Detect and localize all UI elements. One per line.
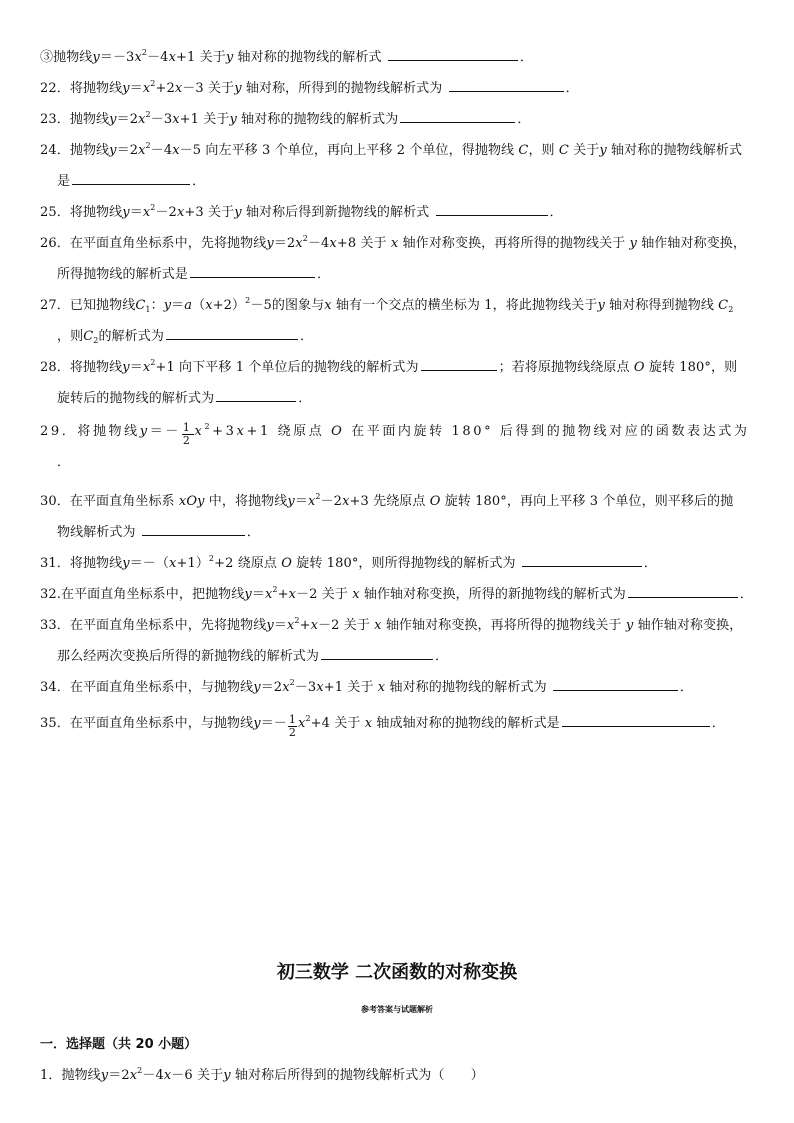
answer-blank[interactable] bbox=[166, 325, 298, 340]
question-30: 30．在平面直角坐标系 xOy 中，将抛物线$y=x^2-2x+3$ 先绕原点 O 旋转 180°，再向上平移 3 个单位，则平移后的抛 物线解析式为 ． bbox=[40, 492, 734, 540]
fraction-one-half: $\frac{1}{2}$ bbox=[182, 421, 193, 447]
question-34: 34．在平面直角坐标系中，与抛物线$y=2x^2-3x+1$ 关于 x 轴对称的抛物线的解析式为 ． bbox=[40, 678, 694, 695]
fraction-one-half: $\frac{1}{2}$ bbox=[288, 713, 297, 739]
answer-blank[interactable] bbox=[321, 645, 433, 660]
section-heading: 一．选择题（共 20 小题） bbox=[40, 1037, 198, 1052]
answers-title: 初三数学 二次函数的对称变换 bbox=[276, 962, 518, 983]
answer-blank[interactable] bbox=[436, 201, 548, 216]
question-28: 28．将抛物线$y=x^2+1$ 向下平移 1 个单位后的抛物线的解析式为 ；若将原抛物线绕原点 O 旋转 180°，则 旋转后的抛物线的解析式为 ． bbox=[40, 358, 738, 406]
answer-blank[interactable] bbox=[628, 583, 738, 598]
question-23: 23．抛物线$y=2x^2-3x+1$ 关于y 轴对称的抛物线的解析式为 ． bbox=[40, 110, 531, 127]
answers-subtitle: 参考答案与试题解析 bbox=[361, 1005, 433, 1014]
answer-blank[interactable] bbox=[142, 521, 245, 536]
question-31: 31．将抛物线$y=-(x+1)^2+2$ 绕原点 O 旋转 180°，则所得抛物线的解析式为 ． bbox=[40, 554, 657, 571]
answer-blank[interactable] bbox=[388, 46, 518, 61]
question-21-part-3: ③抛物线$y=-3x^2-4x+1$ 关于y 轴对称的抛物线的解析式 ． bbox=[40, 48, 533, 65]
answer-question-1: 1．抛物线$y=2x^2-4x-6$ 关于y 轴对称后所得到的抛物线解析式为（ ） bbox=[40, 1066, 484, 1083]
question-24: 24．抛物线$y=2x^2-4x-5$ 向左平移 3 个单位，再向上平移 2 个单位，得抛物线 C，则 C 关于y 轴对称的抛物线解析式 是 ． bbox=[40, 141, 743, 189]
question-32: 32.在平面直角坐标系中，把抛物线$y=x^2+x-2$ 关于 x 轴作轴对称变换，所得的新抛物线的解析式为 ． bbox=[40, 585, 753, 602]
answer-blank[interactable] bbox=[522, 552, 642, 567]
question-25: 25．将抛物线$y=x^2-2x+3$ 关于y 轴对称后得到新抛物线的解析式 ． bbox=[40, 203, 563, 220]
answer-blank[interactable] bbox=[562, 712, 710, 727]
answer-blank[interactable] bbox=[449, 77, 564, 92]
question-29: 29．将抛物线y＝－ $\frac{1}{2}$ $x^2+3x+1$ 绕原点 O 在平面内旋转 180° 后得到的抛物线对应的函数表达式为 ． bbox=[40, 421, 750, 470]
answer-blank[interactable] bbox=[421, 356, 497, 371]
answer-blank[interactable] bbox=[216, 387, 296, 402]
answer-blank[interactable] bbox=[72, 170, 190, 185]
question-33: 33．在平面直角坐标系中，先将抛物线$y=x^2+x-2$ 关于 x 轴作轴对称变换，再将所得的抛物线关于 y 轴作轴对称变换， 那么经两次变换后所得的新抛物线的解析式为 ． bbox=[40, 616, 743, 664]
answer-blank[interactable] bbox=[400, 108, 515, 123]
question-27: 27．已知抛物线$C_1$：$y=a(x+2)^2-5$的图象与x 轴有一个交点的横坐标为 1，将此抛物线关于y 轴对称得到抛物线 $C_2$ ，则$C_2$的解析式为 ． bbox=[40, 296, 734, 345]
question-35: 35．在平面直角坐标系中，与抛物线y＝－ $\frac{1}{2}$ $x^2+4$ 关于 x 轴成轴对称的抛物线的解析式是 ． bbox=[40, 713, 725, 739]
answer-blank[interactable] bbox=[553, 676, 678, 691]
answer-blank[interactable] bbox=[190, 263, 315, 278]
question-22: 22．将抛物线$y=x^2+2x-3$ 关于y 轴对称，所得到的抛物线解析式为 ． bbox=[40, 79, 579, 96]
question-26: 26．在平面直角坐标系中，先将抛物线$y=2x^2-4x+8$ 关于 x 轴作对称变换，再将所得的抛物线关于 y 轴作轴对称变换， 所得抛物线的解析式是 ． bbox=[40, 234, 747, 282]
